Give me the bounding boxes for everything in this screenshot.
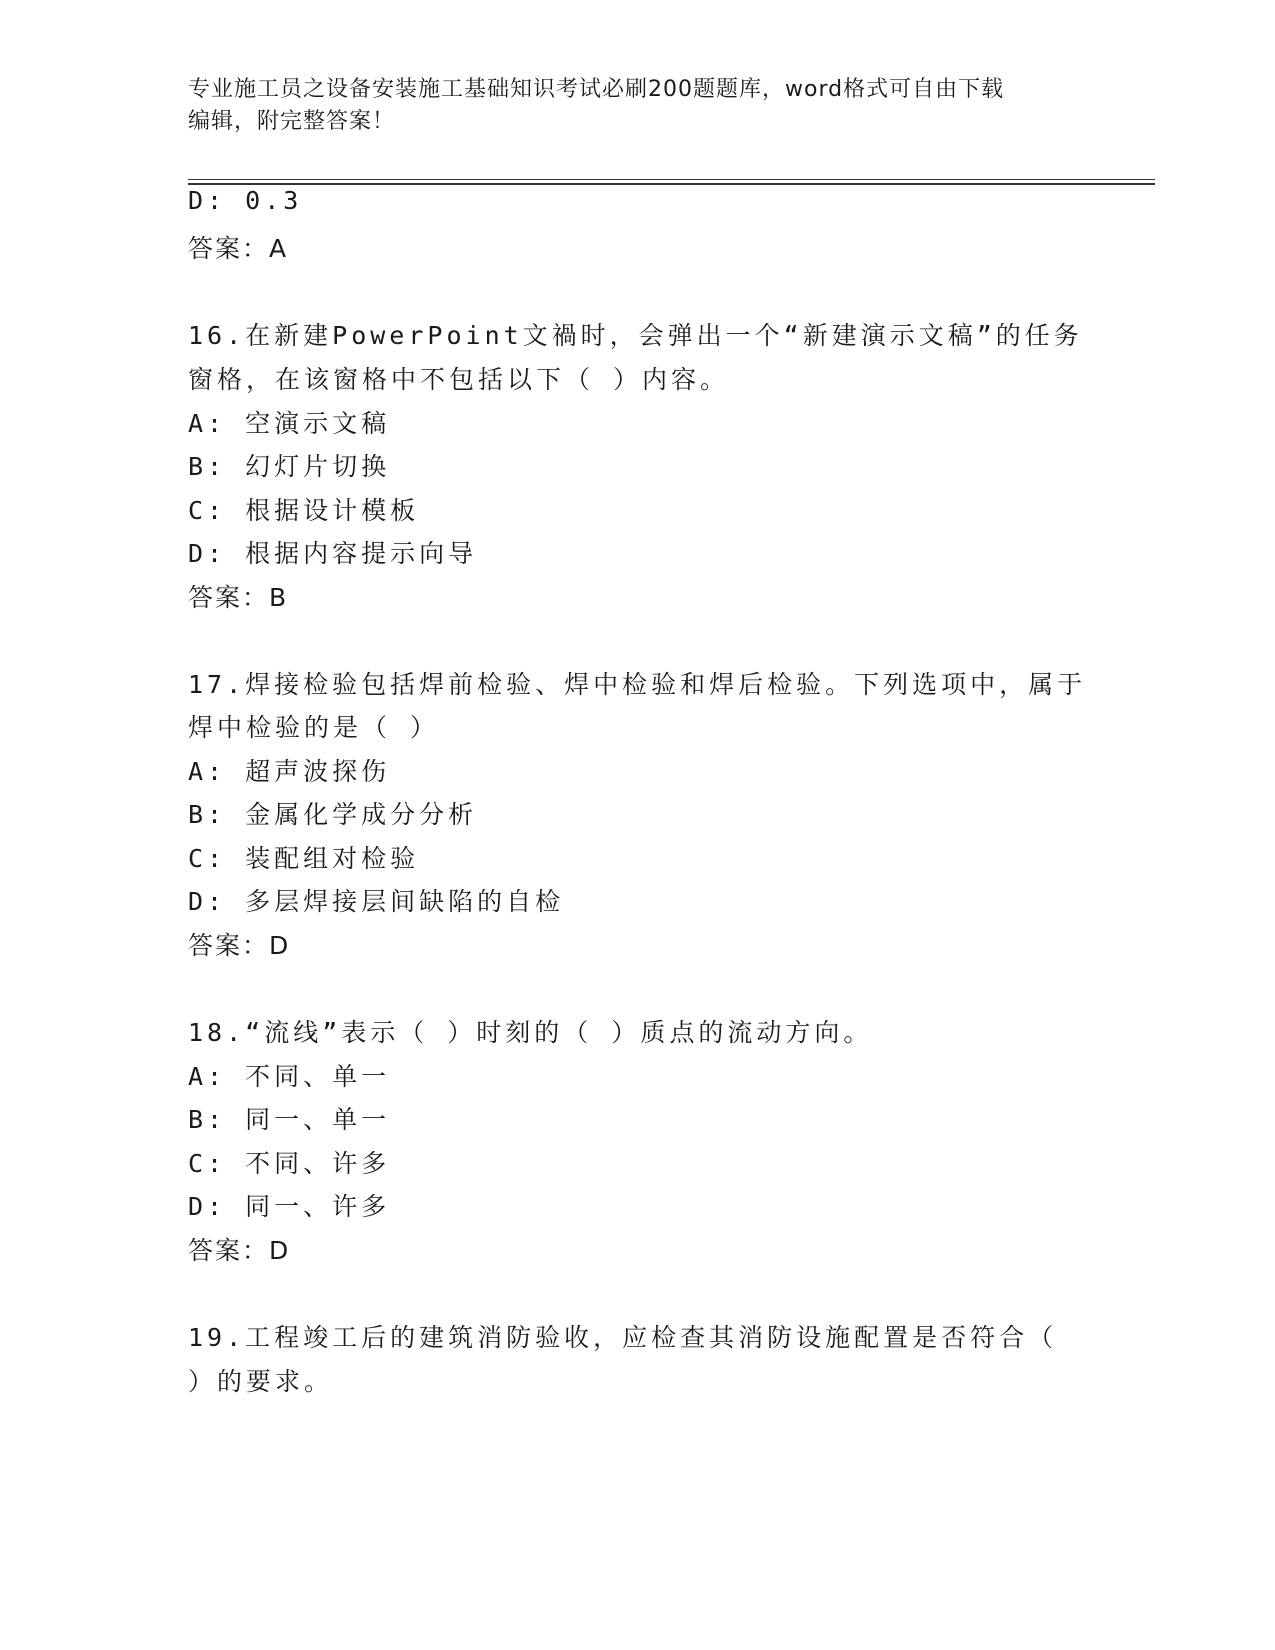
q19-stem-line-1: 19.工程竣工后的建筑消防验收，应检查其消防设施配置是否符合（	[188, 1323, 1058, 1352]
q18-option-b: B: 同一、单一	[188, 1105, 391, 1134]
q18-stem-line-1: 18.“流线”表示（ ）时刻的（ ）质点的流动方向。	[188, 1018, 873, 1047]
q17-option-d: D: 多层焊接层间缺陷的自检	[188, 887, 565, 916]
q18-option-d: D: 同一、许多	[188, 1192, 391, 1221]
q19-stem-line-2: ）的要求。	[188, 1367, 334, 1396]
q16-stem-line-2: 窗格，在该窗格中不包括以下（ ）内容。	[188, 365, 730, 394]
q16-option-d: D: 根据内容提示向导	[188, 539, 478, 568]
q18-option-a: A: 不同、单一	[188, 1062, 391, 1091]
prev-option-d: D: 0.3	[188, 186, 303, 215]
q16-option-a: A: 空演示文稿	[188, 409, 391, 438]
q17-stem-line-2: 焊中检验的是（ ）	[188, 713, 440, 742]
q16-option-c: C: 根据设计模板	[188, 496, 420, 525]
q17-answer: 答案：D	[188, 931, 291, 960]
document-header	[188, 74, 1088, 138]
q16-stem-line-1: 16.在新建PowerPoint文禍时，会弹出一个“新建演示文稿”的任务	[188, 321, 1083, 350]
header-divider-thick	[188, 183, 1155, 185]
q17-stem-line-1: 17.焊接检验包括焊前检验、焊中检验和焊后检验。下列选项中，属于	[188, 670, 1087, 699]
q17-option-a: A: 超声波探伤	[188, 757, 391, 786]
q18-answer: 答案：D	[188, 1236, 291, 1265]
header-line-2: 编辑，附完整答案！	[188, 109, 396, 134]
header-line-1: 专业施工员之设备安装施工基础知识考试必刷200题题库，word格式可自由下载	[188, 77, 1005, 102]
header-divider-thin	[188, 179, 1155, 180]
prev-answer: 答案：A	[188, 234, 289, 263]
q16-answer: 答案：B	[188, 583, 289, 612]
q16-option-b: B: 幻灯片切换	[188, 452, 391, 481]
q17-option-b: B: 金属化学成分分析	[188, 800, 478, 829]
q17-option-c: C: 装配组对检验	[188, 844, 420, 873]
q18-option-c: C: 不同、许多	[188, 1149, 391, 1178]
